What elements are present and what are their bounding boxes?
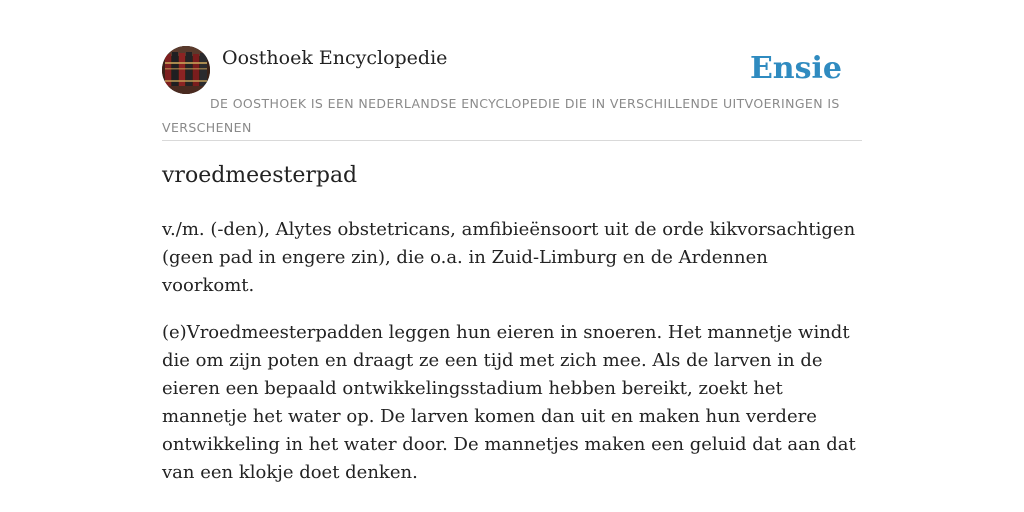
source-title[interactable]: Oosthoek Encyclopedie bbox=[222, 47, 448, 69]
source-description: DE OOSTHOEK IS EEN NEDERLANDSE ENCYCLOPEDIE DIE IN VERSCHILLENDE UITVOERINGEN IS VERSCHENEN bbox=[162, 96, 840, 135]
entry-paragraph: v./m. (-den), Alytes obstetricans, amfibieënsoort uit de orde kikvorsachtigen (geen pad in engere zin), die o.a. in Zuid-Limburg en de Ardennen voorkomt. bbox=[162, 219, 856, 296]
source-header bbox=[162, 46, 862, 141]
entry-paragraph: (e)Vroedmeesterpadden leggen hun eieren in snoeren. Het mannetje windt die om zijn poten en draagt ze een tijd met zich mee. Als de larven in de eieren een bepaald ontwikkelingsstadium hebben bereikt, zoekt het mannetje het water op. De larven komen dan uit en maken hun verdere ontwikkeling in het water door. De mannetjes maken een geluid dat aan dat van een klokje doet denken. bbox=[162, 322, 856, 483]
ensie-logo[interactable]: Ensie bbox=[749, 51, 842, 86]
entry-title: vroedmeesterpad bbox=[162, 163, 358, 188]
encyclopedia-books-icon bbox=[162, 46, 210, 94]
source-avatar[interactable] bbox=[162, 46, 210, 94]
entry-body bbox=[162, 216, 862, 506]
